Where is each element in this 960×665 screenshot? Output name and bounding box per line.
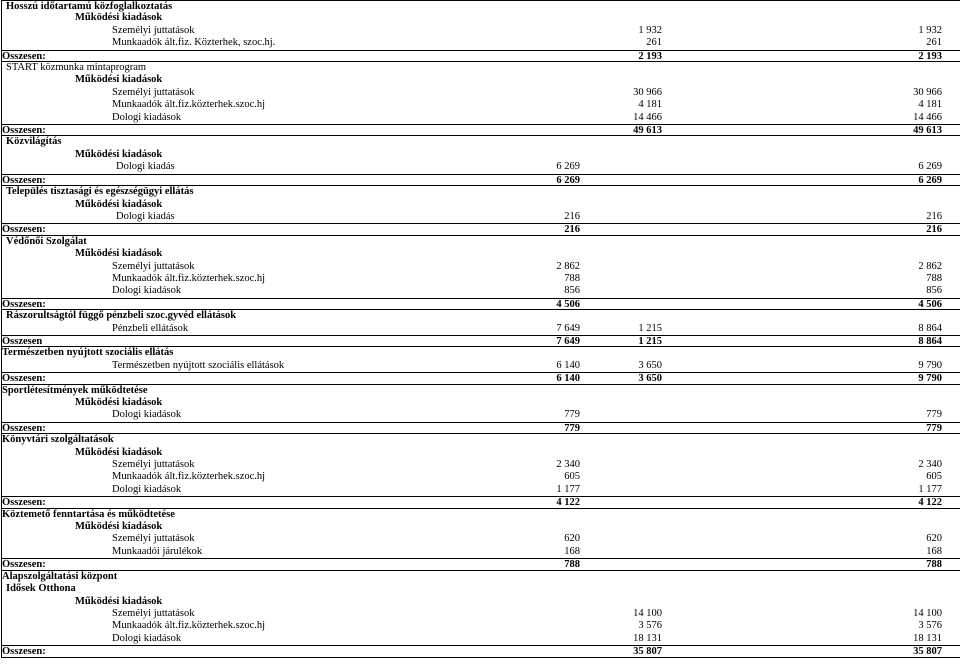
value-c3: 18 131 — [913, 632, 942, 644]
section-header-row — [2, 236, 960, 248]
subsection-header-row — [2, 74, 960, 86]
value-c3: 620 — [926, 533, 942, 545]
table-row — [2, 87, 960, 99]
row-label: Munkaadók ált.fiz.közterhek.szoc.hj — [112, 272, 266, 284]
row-label: Sportlétesítmények működtetése — [2, 384, 148, 396]
row-label: Személyi juttatások — [112, 86, 195, 98]
row-label: Dologi kiadások — [112, 632, 182, 644]
value-c2: 2 193 — [638, 50, 662, 62]
row-label: Összesen: — [2, 224, 46, 236]
value-c1: 4 122 — [556, 497, 580, 509]
value-c1: 620 — [564, 533, 580, 545]
value-c2: 3 650 — [638, 373, 662, 385]
table-row — [2, 608, 960, 620]
value-c2: 3 576 — [638, 620, 662, 632]
value-c3: 9 790 — [918, 359, 942, 371]
total-row — [2, 50, 960, 62]
row-label: Összesen: — [2, 373, 46, 385]
row-label: Dologi kiadások — [112, 409, 182, 421]
value-c3: 4 506 — [918, 298, 942, 310]
row-label: Összesen: — [2, 125, 46, 137]
value-c1: 7 649 — [556, 322, 580, 334]
row-label: Dologi kiadások — [112, 111, 182, 123]
row-label: Összesen: — [2, 422, 46, 434]
row-label: Működési kiadások — [75, 198, 163, 210]
subsection-header-row — [2, 248, 960, 260]
value-c1: 6 269 — [556, 161, 580, 173]
total-row — [2, 645, 960, 657]
table-row — [2, 360, 960, 372]
table-row — [2, 409, 960, 421]
value-c3: 4 181 — [918, 99, 942, 111]
value-c3: 9 790 — [918, 373, 942, 385]
section-header-row — [2, 0, 960, 12]
total-row — [2, 223, 960, 235]
table-row — [2, 285, 960, 297]
value-c3: 4 122 — [918, 497, 942, 509]
value-c2: 3 650 — [638, 359, 662, 371]
row-label: Működési kiadások — [75, 446, 163, 458]
row-label: Köztemető fenntartása és működtetése — [2, 508, 175, 520]
value-c3: 35 807 — [913, 646, 942, 658]
value-c1: 779 — [564, 422, 580, 434]
total-row — [2, 558, 960, 570]
row-label: Természetben nyújtott szociális ellátások — [112, 359, 285, 371]
value-c1: 856 — [564, 285, 580, 297]
row-label: Működési kiadások — [75, 521, 163, 533]
value-c3: 779 — [926, 409, 942, 421]
value-c2: 1 932 — [638, 24, 662, 36]
value-c3: 2 193 — [918, 50, 942, 62]
total-row — [2, 496, 960, 508]
table-row — [2, 484, 960, 496]
value-c1: 605 — [564, 471, 580, 483]
table-row — [2, 37, 960, 49]
table-row — [2, 620, 960, 632]
subsection-header-row — [2, 149, 960, 161]
value-c3: 261 — [926, 37, 942, 49]
row-label: Könyvtári szolgáltatások — [2, 434, 114, 446]
value-c2: 18 131 — [633, 632, 662, 644]
value-c3: 856 — [926, 285, 942, 297]
row-label: Munkaadók ált.fiz.közterhek.szoc.hj — [112, 620, 266, 632]
row-label: Munkaadók ált.fiz. Közterhek, szoc.hj. — [112, 37, 276, 49]
table-row — [2, 25, 960, 37]
total-row — [2, 422, 960, 434]
subsection-header-row — [2, 447, 960, 459]
section-header-row — [2, 310, 960, 322]
row-label: Település tisztasági és egészségügyi ellátás — [6, 186, 194, 198]
row-label: Természetben nyújtott szociális ellátás — [2, 347, 174, 359]
section-header-row — [2, 583, 960, 595]
value-c3: 14 100 — [913, 607, 942, 619]
row-label: Közvilágítás — [6, 136, 62, 148]
table-row — [2, 323, 960, 335]
value-c1: 4 506 — [556, 298, 580, 310]
row-label: Működési kiadások — [75, 397, 163, 408]
value-c1: 6 140 — [556, 359, 580, 371]
row-label: Dologi kiadások — [112, 483, 182, 495]
section-header-row — [2, 136, 960, 148]
value-c3: 6 269 — [918, 174, 942, 186]
value-c1: 6 140 — [556, 373, 580, 385]
section-header-row — [2, 385, 960, 397]
value-c3: 216 — [926, 210, 942, 222]
row-label: Személyi juttatások — [112, 533, 195, 545]
section-header-row — [2, 571, 960, 583]
value-c1: 2 340 — [556, 459, 580, 471]
value-c3: 788 — [926, 559, 942, 571]
row-label: Személyi juttatások — [112, 459, 195, 471]
value-c1: 216 — [564, 224, 580, 236]
value-c1: 7 649 — [556, 335, 580, 347]
subsection-header-row — [2, 596, 960, 608]
row-label: Idősek Otthona — [6, 583, 76, 595]
table-row — [2, 471, 960, 483]
table-row — [2, 211, 960, 223]
row-label: Dologi kiadás — [116, 161, 175, 173]
value-c3: 14 466 — [913, 111, 942, 123]
value-c2: 49 613 — [633, 125, 662, 137]
section-header-row — [2, 434, 960, 446]
value-c3: 779 — [926, 422, 942, 434]
value-c2: 4 181 — [638, 99, 662, 111]
table-row — [2, 99, 960, 111]
row-label: Dologi kiadások — [112, 285, 182, 297]
row-label: Összesen: — [2, 298, 46, 310]
row-label: Működési kiadások — [75, 595, 163, 607]
row-label: Összesen — [2, 335, 43, 347]
value-c1: 2 862 — [556, 260, 580, 272]
table-row — [2, 273, 960, 285]
value-c2: 14 100 — [633, 607, 662, 619]
total-row — [2, 174, 960, 186]
subsection-header-row — [2, 199, 960, 211]
row-label: Dologi kiadás — [116, 210, 175, 222]
value-c3: 8 864 — [918, 322, 942, 334]
row-label: Működési kiadások — [75, 12, 163, 24]
value-c2: 1 215 — [638, 322, 662, 334]
value-c3: 3 576 — [918, 620, 942, 632]
table-row — [2, 459, 960, 471]
value-c3: 216 — [926, 224, 942, 236]
value-c1: 1 177 — [556, 483, 580, 495]
row-label: START közmunka mintaprogram — [6, 62, 147, 74]
total-row — [2, 124, 960, 136]
row-label: Rászorultságtól függő pénzbeli szoc.gyvéd ellátások — [6, 310, 237, 322]
row-label: Összesen: — [2, 174, 46, 186]
total-row — [2, 335, 960, 347]
value-c3: 1 932 — [918, 24, 942, 36]
row-label: Személyi juttatások — [112, 24, 195, 36]
table-row — [2, 633, 960, 645]
table-row — [2, 161, 960, 173]
row-label: Munkaadók ált.fiz.közterhek.szoc.hj — [112, 471, 266, 483]
value-c2: 261 — [646, 37, 662, 49]
value-c3: 2 340 — [918, 459, 942, 471]
value-c3: 8 864 — [918, 335, 942, 347]
value-c3: 605 — [926, 471, 942, 483]
value-c1: 788 — [564, 559, 580, 571]
value-c2: 35 807 — [633, 646, 662, 658]
row-label: Munkaadói járulékok — [112, 545, 203, 557]
row-label: Összesen: — [2, 50, 46, 62]
subsection-header-row — [2, 521, 960, 533]
value-c1: 788 — [564, 272, 580, 284]
value-c3: 1 177 — [918, 483, 942, 495]
row-label: Működési kiadások — [75, 74, 163, 86]
value-c1: 168 — [564, 545, 580, 557]
value-c3: 49 613 — [913, 125, 942, 137]
row-label: Összesen: — [2, 646, 46, 658]
table-row — [2, 261, 960, 273]
row-label: Személyi juttatások — [112, 260, 195, 272]
row-label: Védőnői Szolgálat — [6, 235, 87, 247]
row-label: Működési kiadások — [75, 248, 163, 260]
table-row — [2, 546, 960, 558]
budget-table — [1, 0, 960, 658]
section-header-row — [2, 186, 960, 198]
row-label: Hosszú időtartamú közfoglalkoztatás — [6, 1, 173, 12]
row-label: Munkaadók ált.fiz.közterhek.szoc.hj — [112, 99, 266, 111]
value-c3: 168 — [926, 545, 942, 557]
value-c3: 30 966 — [913, 86, 942, 98]
row-label: Összesen: — [2, 497, 46, 509]
value-c1: 779 — [564, 409, 580, 421]
value-c1: 216 — [564, 210, 580, 222]
subsection-header-row — [2, 397, 960, 409]
value-c1: 6 269 — [556, 174, 580, 186]
row-label: Összesen: — [2, 559, 46, 571]
section-header-row — [2, 62, 960, 74]
row-label: Pénzbeli ellátások — [112, 322, 189, 334]
table-row — [2, 112, 960, 124]
total-row — [2, 372, 960, 384]
value-c3: 6 269 — [918, 161, 942, 173]
value-c3: 2 862 — [918, 260, 942, 272]
row-label: Személyi juttatások — [112, 607, 195, 619]
value-c3: 788 — [926, 272, 942, 284]
value-c2: 30 966 — [633, 86, 662, 98]
section-header-row — [2, 509, 960, 521]
subsection-header-row — [2, 12, 960, 24]
row-label: Működési kiadások — [75, 148, 163, 160]
table-row — [2, 533, 960, 545]
value-c2: 1 215 — [638, 335, 662, 347]
value-c2: 14 466 — [633, 111, 662, 123]
total-row — [2, 298, 960, 310]
row-label: Alapszolgáltatási központ — [2, 570, 118, 582]
section-header-row — [2, 347, 960, 359]
